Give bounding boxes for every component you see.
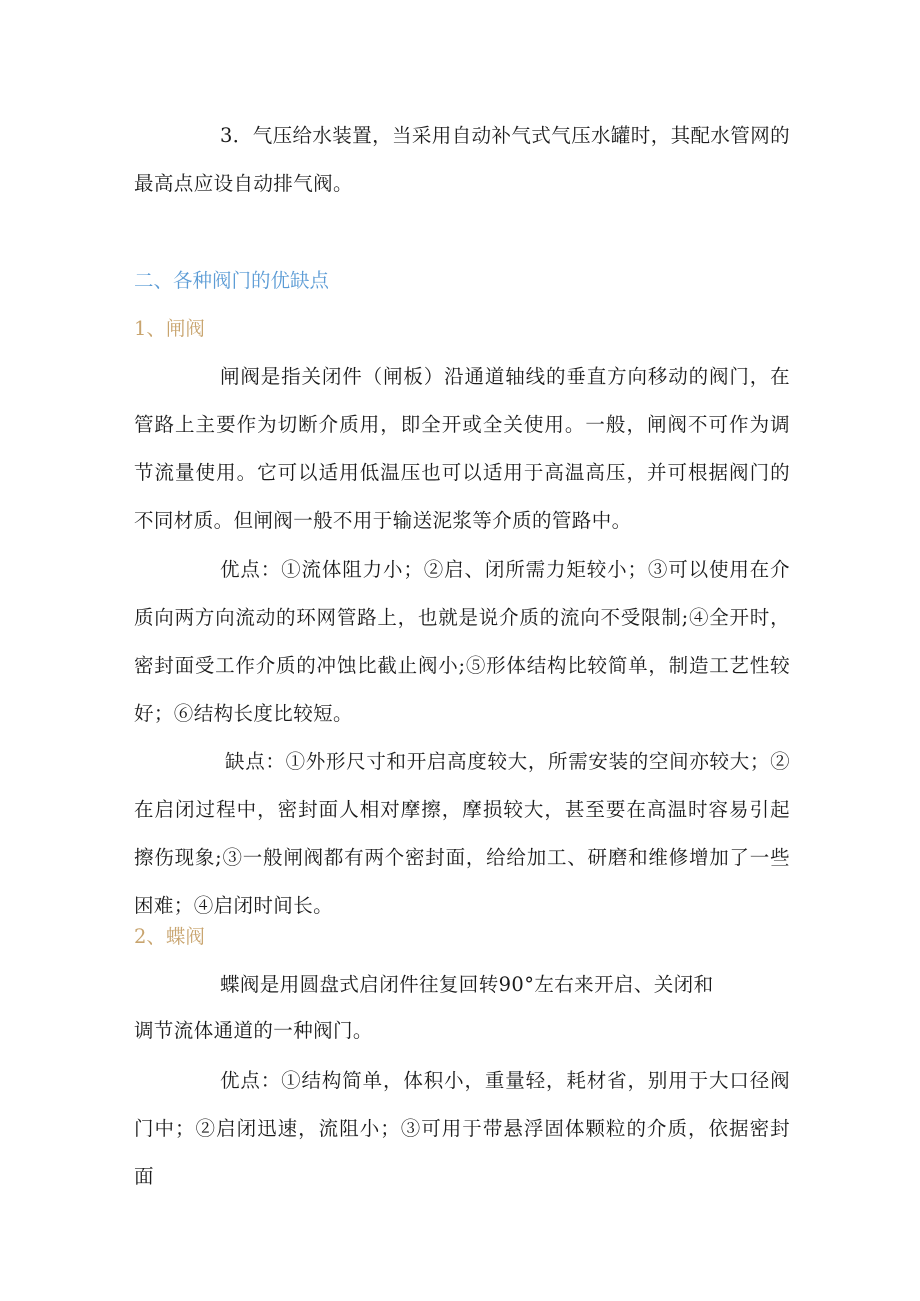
butterfly-valve-heading: 2、蝶阀 xyxy=(134,925,205,948)
gate-valve-heading: 1、闸阀 xyxy=(134,317,205,340)
gate-valve-description: 闸阀是指关闭件（闸板）沿通道轴线的垂直方向移动的阀门，在管路上主要作为切断介质用，即全开或全关使用。一般，闸阀不可作为调节流量使用。它可以适用低温压也可以适用于高温高压，并可根据阀门的不同材质。但闸阀一般不用于输送泥浆等介质的管路中。 xyxy=(134,365,790,532)
butterfly-valve-description-line-2: 调节流体通道的一种阀门。 xyxy=(134,1019,373,1042)
gate-valve-disadvantages: 缺点：①外形尺寸和开启高度较大，所需安装的空间亦较大；②在启闭过程中，密封面人相对摩擦，摩损较大，甚至要在高温时容易引起擦伤现象;③一般闸阀都有两个密封面，给给加工、研磨和维修增加了一些困难；④启闭时间长。 xyxy=(134,750,790,917)
section-2-heading: 二、各种阀门的优缺点 xyxy=(134,269,330,292)
butterfly-valve-advantages: 优点：①结构简单，体积小，重量轻，耗材省，别用于大口径阀门中；②启闭迅速，流阻小；③可用于带悬浮固体颗粒的介质，依据密封面 xyxy=(134,1069,790,1188)
item-3-paragraph: 3．气压给水装置，当采用自动补气式气压水罐时，其配水管网的最高点应设自动排气阀。 xyxy=(134,124,791,195)
butterfly-valve-description-line-1: 蝶阀是用圆盘式启闭件往复回转90°左右来开启、关闭和 xyxy=(220,973,714,996)
gate-valve-advantages: 优点：①流体阻力小；②启、闭所需力矩较小；③可以使用在介质向两方向流动的环网管路上，也就是说介质的流向不受限制;④全开时，密封面受工作介质的冲蚀比截止阀小;⑤形体结构比较简单，制造工艺性较好；⑥结构长度比较短。 xyxy=(134,558,790,725)
